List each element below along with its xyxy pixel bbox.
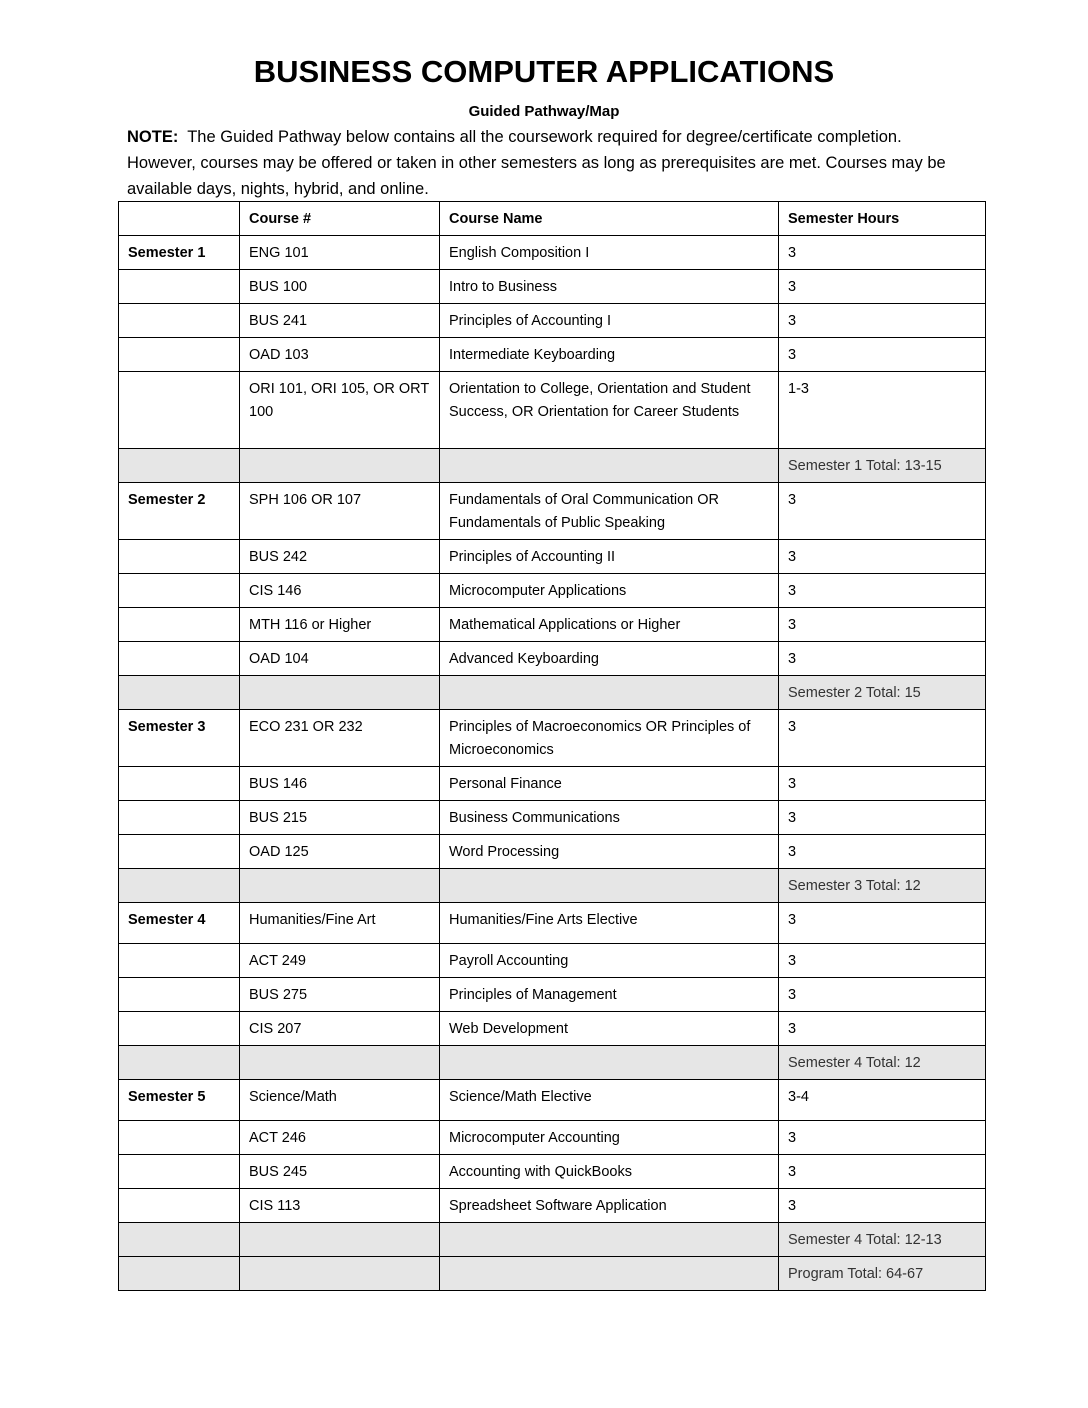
semester-total-cell: Semester 4 Total: 12-13: [779, 1223, 986, 1257]
total-empty-cell: [119, 449, 240, 483]
pathway-table-body: [119, 202, 986, 1291]
semester-total-cell: Semester 2 Total: 15: [779, 676, 986, 710]
course-name-cell: Accounting with QuickBooks: [440, 1155, 779, 1189]
header-cell-semester-hours: Semester Hours: [779, 202, 986, 236]
course-name-cell: Mathematical Applications or Higher: [440, 608, 779, 642]
table-row: [119, 338, 986, 372]
semester-label-empty: [119, 338, 240, 372]
program-total-cell: Program Total: 64-67: [779, 1257, 986, 1291]
table-row: [119, 1189, 986, 1223]
total-empty-cell: [119, 1223, 240, 1257]
note-text: The Guided Pathway below contains all the coursework required for degree/certificate completion. However, courses may be offered or taken in other semesters as long as prerequisites are met. Courses may be available days, nights, hybrid, and online.: [127, 128, 946, 198]
total-empty-cell: [440, 1223, 779, 1257]
semester-hours-cell: 3: [779, 608, 986, 642]
course-name-cell: Personal Finance: [440, 767, 779, 801]
table-row: [119, 835, 986, 869]
table-row: [119, 978, 986, 1012]
course-name-cell: Humanities/Fine Arts Elective: [440, 903, 779, 944]
table-row: [119, 483, 986, 540]
table-row: [119, 608, 986, 642]
note-label: NOTE:: [127, 128, 179, 146]
course-name-cell: Principles of Accounting II: [440, 540, 779, 574]
total-empty-cell: [240, 1046, 440, 1080]
note-paragraph: [127, 124, 967, 202]
semester-label: Semester 3: [119, 710, 240, 767]
semester-label-empty: [119, 304, 240, 338]
table-row: [119, 574, 986, 608]
course-number-cell: BUS 241: [240, 304, 440, 338]
total-empty-cell: [440, 676, 779, 710]
course-number-cell: OAD 104: [240, 642, 440, 676]
page-subtitle: Guided Pathway/Map: [468, 103, 620, 120]
semester-label-empty: [119, 1012, 240, 1046]
semester-hours-cell: 3: [779, 338, 986, 372]
course-number-cell: CIS 207: [240, 1012, 440, 1046]
course-name-cell: Payroll Accounting: [440, 944, 779, 978]
semester-label-empty: [119, 835, 240, 869]
semester-hours-cell: 3: [779, 642, 986, 676]
semester-hours-cell: 3: [779, 767, 986, 801]
course-name-cell: Spreadsheet Software Application: [440, 1189, 779, 1223]
total-empty-cell: [240, 1223, 440, 1257]
total-empty-cell: [440, 1257, 779, 1291]
pathway-table: [118, 201, 986, 1291]
total-empty-cell: [119, 676, 240, 710]
semester-hours-cell: 3: [779, 978, 986, 1012]
semester-hours-cell: 3: [779, 304, 986, 338]
semester-label-empty: [119, 1121, 240, 1155]
total-empty-cell: [240, 676, 440, 710]
semester-hours-cell: 3: [779, 270, 986, 304]
semester-hours-cell: 1-3: [779, 372, 986, 449]
course-number-cell: ENG 101: [240, 236, 440, 270]
header-cell-semester: [119, 202, 240, 236]
semester-label-empty: [119, 540, 240, 574]
table-row: [119, 642, 986, 676]
course-name-cell: Advanced Keyboarding: [440, 642, 779, 676]
total-empty-cell: [240, 449, 440, 483]
course-name-cell: Science/Math Elective: [440, 1080, 779, 1121]
semester-label-empty: [119, 944, 240, 978]
course-name-cell: Business Communications: [440, 801, 779, 835]
semester-hours-cell: 3: [779, 574, 986, 608]
header-cell-course-name: Course Name: [440, 202, 779, 236]
semester-label-empty: [119, 978, 240, 1012]
semester-label-empty: [119, 801, 240, 835]
semester-total-cell: Semester 4 Total: 12: [779, 1046, 986, 1080]
semester-label-empty: [119, 372, 240, 449]
course-number-cell: OAD 103: [240, 338, 440, 372]
semester-label: Semester 5: [119, 1080, 240, 1121]
semester-label-empty: [119, 1189, 240, 1223]
table-row: [119, 944, 986, 978]
total-empty-cell: [440, 449, 779, 483]
total-empty-cell: [440, 869, 779, 903]
semester-hours-cell: 3: [779, 1155, 986, 1189]
table-row: [119, 801, 986, 835]
table-row: [119, 1121, 986, 1155]
course-number-cell: BUS 275: [240, 978, 440, 1012]
semester-hours-cell: 3: [779, 944, 986, 978]
semester-label-empty: [119, 608, 240, 642]
table-row: [119, 304, 986, 338]
table-row: [119, 1080, 986, 1121]
course-number-cell: OAD 125: [240, 835, 440, 869]
course-number-cell: BUS 146: [240, 767, 440, 801]
course-number-cell: Science/Math: [240, 1080, 440, 1121]
table-row: [119, 903, 986, 944]
total-empty-cell: [440, 1046, 779, 1080]
semester-hours-cell: 3: [779, 835, 986, 869]
course-number-cell: ECO 231 OR 232: [240, 710, 440, 767]
course-name-cell: Microcomputer Applications: [440, 574, 779, 608]
table-row: [119, 372, 986, 449]
course-number-cell: BUS 215: [240, 801, 440, 835]
semester-hours-cell: 3: [779, 1012, 986, 1046]
semester-total-row: [119, 1223, 986, 1257]
semester-hours-cell: 3: [779, 903, 986, 944]
total-empty-cell: [119, 869, 240, 903]
semester-label-empty: [119, 767, 240, 801]
page-title: BUSINESS COMPUTER APPLICATIONS: [253, 54, 835, 89]
semester-total-row: [119, 676, 986, 710]
course-name-cell: Principles of Macroeconomics OR Principles of Microeconomics: [440, 710, 779, 767]
course-number-cell: CIS 113: [240, 1189, 440, 1223]
semester-label-empty: [119, 642, 240, 676]
semester-hours-cell: 3: [779, 1121, 986, 1155]
course-name-cell: Microcomputer Accounting: [440, 1121, 779, 1155]
course-name-cell: Fundamentals of Oral Communication OR Fundamentals of Public Speaking: [440, 483, 779, 540]
semester-label-empty: [119, 270, 240, 304]
table-header-row: [119, 202, 986, 236]
course-name-cell: Orientation to College, Orientation and Student Success, OR Orientation for Career Students: [440, 372, 779, 449]
course-name-cell: Intro to Business: [440, 270, 779, 304]
table-row: [119, 710, 986, 767]
semester-label-empty: [119, 574, 240, 608]
semester-hours-cell: 3: [779, 1189, 986, 1223]
total-empty-cell: [240, 1257, 440, 1291]
table-row: [119, 1012, 986, 1046]
semester-hours-cell: 3: [779, 236, 986, 270]
semester-label: Semester 1: [119, 236, 240, 270]
table-row: [119, 767, 986, 801]
semester-label: Semester 4: [119, 903, 240, 944]
course-number-cell: BUS 100: [240, 270, 440, 304]
table-row: [119, 1155, 986, 1189]
semester-hours-cell: 3: [779, 540, 986, 574]
semester-hours-cell: 3: [779, 710, 986, 767]
course-number-cell: CIS 146: [240, 574, 440, 608]
semester-total-row: [119, 869, 986, 903]
program-total-row: [119, 1257, 986, 1291]
table-row: [119, 540, 986, 574]
total-empty-cell: [119, 1046, 240, 1080]
semester-total-cell: Semester 3 Total: 12: [779, 869, 986, 903]
table-row: [119, 236, 986, 270]
course-number-cell: BUS 245: [240, 1155, 440, 1189]
table-row: [119, 270, 986, 304]
course-number-cell: Humanities/Fine Art: [240, 903, 440, 944]
semester-total-row: [119, 1046, 986, 1080]
header-cell-course-number: Course #: [240, 202, 440, 236]
total-empty-cell: [240, 869, 440, 903]
semester-label: Semester 2: [119, 483, 240, 540]
course-name-cell: Intermediate Keyboarding: [440, 338, 779, 372]
course-number-cell: ACT 246: [240, 1121, 440, 1155]
semester-label-empty: [119, 1155, 240, 1189]
semester-total-cell: Semester 1 Total: 13-15: [779, 449, 986, 483]
semester-hours-cell: 3: [779, 483, 986, 540]
total-empty-cell: [119, 1257, 240, 1291]
course-number-cell: ORI 101, ORI 105, OR ORT 100: [240, 372, 440, 449]
course-number-cell: BUS 242: [240, 540, 440, 574]
semester-hours-cell: 3-4: [779, 1080, 986, 1121]
course-name-cell: Principles of Accounting I: [440, 304, 779, 338]
course-number-cell: MTH 116 or Higher: [240, 608, 440, 642]
course-name-cell: English Composition I: [440, 236, 779, 270]
semester-hours-cell: 3: [779, 801, 986, 835]
course-name-cell: Web Development: [440, 1012, 779, 1046]
course-number-cell: SPH 106 OR 107: [240, 483, 440, 540]
course-name-cell: Word Processing: [440, 835, 779, 869]
semester-total-row: [119, 449, 986, 483]
course-number-cell: ACT 249: [240, 944, 440, 978]
course-name-cell: Principles of Management: [440, 978, 779, 1012]
